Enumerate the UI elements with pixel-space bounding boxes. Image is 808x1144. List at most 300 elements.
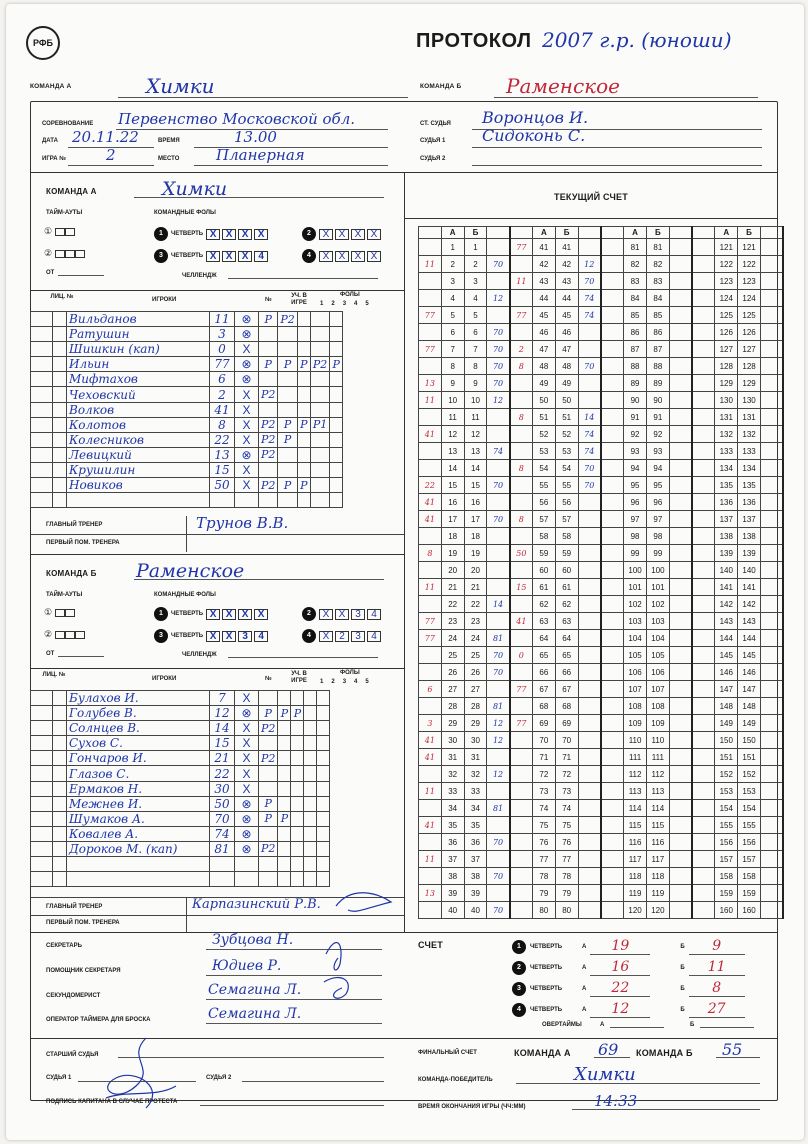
score-player-cell: 11 [510, 273, 533, 290]
score-point-cell: 100 [624, 562, 647, 579]
roster-row [31, 811, 330, 826]
score-player-cell: 8 [510, 409, 533, 426]
score-point-cell: 160 [715, 902, 738, 919]
score-player-cell: 12 [487, 392, 510, 409]
score-point-cell: 57 [555, 511, 578, 528]
score-player-cell: 81 [487, 800, 510, 817]
score-point-cell: 50 [532, 392, 555, 409]
roster-name-cell: Дороков М. (кап) [67, 841, 210, 856]
roster-foul-cell [278, 342, 297, 357]
roster-foul-cell [278, 387, 297, 402]
foul-box: X [206, 229, 220, 240]
score-player-cell [692, 426, 715, 443]
b-label: Б [680, 1006, 685, 1013]
foul-num: 1 [320, 301, 324, 307]
end-time-value: 14:33 [594, 1092, 638, 1110]
score-player-cell [578, 766, 601, 783]
team-b-roster-top [30, 668, 404, 669]
team-a-players-header: ИГРОКИ [152, 297, 177, 303]
roster-license-cell [31, 841, 53, 856]
roster-foul-cell: P2 [259, 417, 278, 432]
q4-badge: 4 [302, 249, 316, 263]
score-point-cell: 99 [646, 545, 669, 562]
score-player-cell [669, 392, 692, 409]
a-label: А [582, 1006, 587, 1013]
score-player-cell [601, 273, 624, 290]
score-player-cell [487, 273, 510, 290]
score-col-header [669, 227, 692, 239]
roster-foul-cell [278, 736, 291, 751]
running-score-row [419, 273, 784, 290]
roster-start-cell [53, 691, 67, 706]
score-point-cell: 94 [646, 460, 669, 477]
score-player-cell: 77 [510, 715, 533, 732]
foul-box: X [222, 229, 236, 240]
score-player-cell: 70 [487, 902, 510, 919]
score-point-cell: 22 [441, 596, 464, 613]
score-player-cell [578, 783, 601, 800]
score-point-cell: 101 [646, 579, 669, 596]
roster-foul-cell: P2 [259, 751, 278, 766]
roster-name-cell: Чеховский [67, 387, 210, 402]
roster-name-cell: Крушилин [67, 462, 210, 477]
roster-row [31, 478, 343, 493]
score-point-cell: 117 [624, 851, 647, 868]
team-a-challenge-line [228, 277, 378, 279]
roster-license-cell [31, 402, 53, 417]
score-col-header [487, 227, 510, 239]
quarter-badge: 2 [512, 961, 526, 975]
score-point-cell: 120 [646, 902, 669, 919]
roster-name-cell [67, 872, 210, 887]
score-point-cell: 2 [441, 256, 464, 273]
score-point-cell: 82 [624, 256, 647, 273]
score-player-cell [692, 256, 715, 273]
roster-license-cell [31, 811, 53, 826]
team-a-coach-divider [30, 534, 404, 535]
quarter-a-score: 16 [590, 959, 650, 976]
roster-start-cell [53, 402, 67, 417]
score-point-cell: 134 [738, 460, 761, 477]
score-point-cell: 72 [555, 766, 578, 783]
score-point-cell: 46 [555, 324, 578, 341]
score-player-cell [760, 460, 783, 477]
score-point-cell: 34 [464, 800, 487, 817]
score-point-cell: 91 [624, 409, 647, 426]
roster-foul-cell [330, 327, 343, 342]
score-point-cell: 137 [715, 511, 738, 528]
team-a-to-row-2: ② [44, 248, 85, 259]
score-player-cell [692, 902, 715, 919]
score-point-cell: 25 [441, 647, 464, 664]
score-point-cell: 117 [646, 851, 669, 868]
score-point-cell: 32 [464, 766, 487, 783]
roster-name-cell: Ермаков Н. [67, 781, 210, 796]
score-player-cell [601, 307, 624, 324]
score-point-cell: 10 [441, 392, 464, 409]
roster-ingame-cell: X [235, 402, 259, 417]
score-point-cell: 61 [532, 579, 555, 596]
score-point-cell: 75 [555, 817, 578, 834]
roster-start-cell [53, 387, 67, 402]
roster-row [31, 432, 343, 447]
team-b-label: КОМАНДА Б [46, 569, 97, 578]
score-player-cell [419, 647, 442, 664]
roster-number-cell: 8 [210, 417, 235, 432]
score-point-cell: 37 [464, 851, 487, 868]
roster-foul-cell [278, 751, 291, 766]
score-point-cell: 30 [464, 732, 487, 749]
running-score-row [419, 443, 784, 460]
roster-start-cell [53, 327, 67, 342]
score-point-cell: 116 [646, 834, 669, 851]
score-player-cell [669, 562, 692, 579]
score-player-cell [510, 443, 533, 460]
scoresheet-page [6, 4, 804, 1140]
score-player-cell [487, 239, 510, 256]
score-point-cell: 140 [715, 562, 738, 579]
score-point-cell: 87 [646, 341, 669, 358]
score-point-cell: 15 [464, 477, 487, 494]
team-b-to-row-1: ① [44, 607, 75, 618]
score-player-cell [601, 409, 624, 426]
roster-foul-cell [304, 796, 317, 811]
score-point-cell: 133 [738, 443, 761, 460]
score-player-cell [760, 681, 783, 698]
score-player-cell [487, 426, 510, 443]
score-point-cell: 138 [715, 528, 738, 545]
score-player-cell [578, 664, 601, 681]
score-point-cell: 160 [738, 902, 761, 919]
score-player-cell [510, 494, 533, 511]
score-point-cell: 110 [624, 732, 647, 749]
score-player-cell [578, 817, 601, 834]
score-point-cell: 52 [555, 426, 578, 443]
score-point-cell: 93 [624, 443, 647, 460]
roster-license-cell [31, 781, 53, 796]
team-b-q1-fouls [154, 607, 267, 621]
roster-foul-cell [278, 796, 291, 811]
roster-ingame-cell: ⊗ [235, 327, 259, 342]
final-team-b-label: КОМАНДА Б [636, 1048, 693, 1058]
running-score-row [419, 426, 784, 443]
score-player-cell: 70 [487, 358, 510, 375]
score-point-cell: 95 [624, 477, 647, 494]
score-point-cell: 120 [624, 902, 647, 919]
roster-foul-cell [259, 872, 278, 887]
score-player-cell [419, 443, 442, 460]
score-point-cell: 151 [715, 749, 738, 766]
foul-num: 2 [331, 679, 335, 685]
roster-foul-cell [291, 857, 304, 872]
score-player-cell [510, 766, 533, 783]
roster-row [31, 751, 330, 766]
score-point-cell: 126 [738, 324, 761, 341]
score-point-cell: 129 [715, 375, 738, 392]
score-point-cell: 116 [624, 834, 647, 851]
score-player-cell [760, 341, 783, 358]
score-point-cell: 41 [532, 239, 555, 256]
score-point-cell: 91 [646, 409, 669, 426]
score-point-cell: 11 [441, 409, 464, 426]
roster-foul-cell [297, 447, 310, 462]
score-point-cell: 24 [464, 630, 487, 647]
roster-foul-cell [278, 327, 297, 342]
score-player-cell [510, 562, 533, 579]
score-player-cell: 70 [578, 460, 601, 477]
roster-number-cell: 15 [210, 462, 235, 477]
team-b-assistant-label: ПЕРВЫЙ ПОМ. ТРЕНЕРА [46, 920, 120, 926]
score-player-cell [760, 375, 783, 392]
running-score-row [419, 681, 784, 698]
score-point-cell: 67 [555, 681, 578, 698]
score-player-cell: 70 [578, 273, 601, 290]
score-point-cell: 53 [532, 443, 555, 460]
roster-start-cell [53, 796, 67, 811]
score-point-cell: 76 [532, 834, 555, 851]
score-player-cell [578, 613, 601, 630]
score-point-cell: 7 [441, 341, 464, 358]
score-point-cell: 12 [464, 426, 487, 443]
score-point-cell: 38 [464, 868, 487, 885]
foul-box: X [238, 229, 252, 240]
score-player-cell [601, 511, 624, 528]
roster-foul-cell: P [278, 432, 297, 447]
score-player-cell: 6 [419, 681, 442, 698]
score-player-cell [760, 426, 783, 443]
quarter-label: ЧЕТВЕРТЬ [530, 1006, 563, 1013]
score-point-cell: 150 [715, 732, 738, 749]
score-player-cell: 70 [487, 511, 510, 528]
score-player-cell [419, 800, 442, 817]
a-label: А [582, 964, 587, 971]
roster-name-cell: Колесников [67, 432, 210, 447]
score-point-cell: 44 [555, 290, 578, 307]
score-player-cell [669, 239, 692, 256]
roster-foul-cell [304, 826, 317, 841]
roster-row [31, 796, 330, 811]
score-point-cell: 44 [532, 290, 555, 307]
quarter-a-score: 22 [590, 980, 650, 997]
score-player-cell [487, 460, 510, 477]
score-player-cell [510, 664, 533, 681]
roster-name-cell: Волков [67, 402, 210, 417]
running-score-row [419, 256, 784, 273]
roster-number-cell: 30 [210, 781, 235, 796]
roster-foul-cell [310, 327, 329, 342]
score-point-cell: 30 [441, 732, 464, 749]
running-score-row [419, 817, 784, 834]
assistant-scorer-value: Юдиев Р. [212, 958, 282, 974]
score-player-cell [510, 528, 533, 545]
score-point-cell: 21 [441, 579, 464, 596]
score-point-cell: 150 [738, 732, 761, 749]
score-player-cell [669, 664, 692, 681]
roster-foul-cell [259, 826, 278, 841]
roster-start-cell [53, 493, 67, 508]
score-player-cell [669, 494, 692, 511]
roster-start-cell [53, 751, 67, 766]
roster-row [31, 736, 330, 751]
roster-foul-cell [278, 841, 291, 856]
team-b-header-value: Раменское [506, 74, 620, 98]
roster-foul-cell [259, 462, 278, 477]
roster-ingame-cell: ⊗ [235, 796, 259, 811]
score-point-cell: 148 [715, 698, 738, 715]
roster-foul-cell [317, 781, 330, 796]
foul-num: 3 [342, 301, 347, 307]
scorer-label: СЕКРЕТАРЬ [46, 943, 82, 949]
score-point-cell: 14 [441, 460, 464, 477]
score-player-cell [601, 834, 624, 851]
roster-row [31, 387, 343, 402]
roster-foul-cell [291, 736, 304, 751]
score-point-cell: 97 [646, 511, 669, 528]
score-col-header: А [532, 227, 555, 239]
score-player-cell: 41 [419, 749, 442, 766]
score-player-cell [669, 851, 692, 868]
score-point-cell: 89 [624, 375, 647, 392]
score-player-cell: 74 [578, 307, 601, 324]
roster-number-cell: 0 [210, 342, 235, 357]
score-player-cell [601, 392, 624, 409]
score-player-cell [669, 511, 692, 528]
roster-number-cell: 11 [210, 312, 235, 327]
foul-box: 3 [351, 631, 365, 642]
score-point-cell: 47 [555, 341, 578, 358]
score-player-cell [419, 528, 442, 545]
score-point-cell: 27 [441, 681, 464, 698]
quarter-label: ЧЕТВЕРТЬ [171, 253, 204, 259]
roster-foul-cell: P1 [310, 417, 329, 432]
score-point-cell: 33 [464, 783, 487, 800]
score-point-cell: 115 [646, 817, 669, 834]
roster-foul-cell [317, 857, 330, 872]
score-player-cell [760, 511, 783, 528]
team-b-challenge-label: ЧЕЛЛЕНДЖ [182, 652, 217, 658]
roster-license-cell [31, 357, 53, 372]
q3-badge: 3 [154, 629, 168, 643]
team-a-q3-fouls [154, 249, 267, 263]
roster-foul-cell [304, 857, 317, 872]
quarter-badge: 1 [512, 940, 526, 954]
score-player-cell [760, 868, 783, 885]
score-point-cell: 40 [441, 902, 464, 919]
score-point-cell: 119 [624, 885, 647, 902]
running-score-row [419, 613, 784, 630]
score-point-cell: 32 [441, 766, 464, 783]
running-score-table [418, 226, 784, 919]
score-point-cell: 23 [464, 613, 487, 630]
score-point-cell: 157 [715, 851, 738, 868]
roster-foul-cell [304, 736, 317, 751]
score-point-cell: 83 [624, 273, 647, 290]
score-point-cell: 49 [555, 375, 578, 392]
score-point-cell: 79 [555, 885, 578, 902]
score-point-cell: 107 [624, 681, 647, 698]
roster-foul-cell [304, 751, 317, 766]
score-point-cell: 121 [738, 239, 761, 256]
roster-start-cell [53, 811, 67, 826]
roster-foul-cell [330, 493, 343, 508]
score-point-cell: 52 [532, 426, 555, 443]
team-a-q2-fouls [302, 227, 380, 241]
score-point-cell: 12 [441, 426, 464, 443]
roster-foul-cell [317, 721, 330, 736]
score-player-cell [692, 579, 715, 596]
score-player-cell [578, 885, 601, 902]
score-player-cell [760, 783, 783, 800]
score-player-cell [601, 800, 624, 817]
roster-foul-cell [297, 432, 310, 447]
roster-license-cell [31, 493, 53, 508]
score-point-cell: 143 [738, 613, 761, 630]
score-point-cell: 59 [532, 545, 555, 562]
roster-ingame-cell: X [235, 691, 259, 706]
roster-foul-cell: P [278, 478, 297, 493]
roster-foul-cell: P2 [259, 478, 278, 493]
team-a-fouls-header: ФОЛЫ [340, 292, 360, 298]
score-point-cell: 51 [532, 409, 555, 426]
quarter-score-row [512, 957, 745, 978]
score-point-cell: 13 [441, 443, 464, 460]
score-player-cell: 41 [419, 817, 442, 834]
team-a-ingame-header: УЧ. В ИГРЕ [291, 293, 307, 306]
score-player-cell [578, 375, 601, 392]
score-point-cell: 128 [715, 358, 738, 375]
score-player-cell: 12 [487, 766, 510, 783]
score-player-cell [760, 647, 783, 664]
score-player-cell [692, 239, 715, 256]
score-player-cell [601, 766, 624, 783]
roster-row [31, 493, 343, 508]
score-player-cell [419, 273, 442, 290]
roster-name-cell: Булахов И. [67, 691, 210, 706]
roster-foul-cell: P2 [278, 312, 297, 327]
roster-foul-cell [278, 372, 297, 387]
score-player-cell [578, 579, 601, 596]
score-point-cell: 17 [464, 511, 487, 528]
ref1-value: Сидоконь С. [482, 126, 586, 145]
score-point-cell: 138 [738, 528, 761, 545]
roster-foul-cell: P2 [310, 357, 329, 372]
score-player-cell [578, 851, 601, 868]
foul-num: 4 [354, 679, 358, 685]
score-point-cell: 119 [646, 885, 669, 902]
score-point-cell: 5 [464, 307, 487, 324]
score-point-cell: 144 [738, 630, 761, 647]
roster-foul-cell [317, 691, 330, 706]
score-player-cell [692, 664, 715, 681]
score-player-cell [578, 647, 601, 664]
score-point-cell: 55 [532, 477, 555, 494]
roster-foul-cell: P [278, 706, 291, 721]
score-player-cell [510, 375, 533, 392]
roster-foul-cell [291, 721, 304, 736]
roster-foul-cell: P [259, 357, 278, 372]
place-label: МЕСТО [158, 156, 180, 162]
score-point-cell: 58 [532, 528, 555, 545]
score-point-cell: 122 [738, 256, 761, 273]
score-point-cell: 65 [532, 647, 555, 664]
team-b-roster-table [30, 690, 330, 887]
score-player-cell: 74 [578, 290, 601, 307]
score-player-cell: 13 [419, 375, 442, 392]
team-b-header-label: КОМАНДА Б [420, 83, 462, 90]
score-col-header [510, 227, 533, 239]
score-player-cell [692, 783, 715, 800]
roster-license-cell [31, 462, 53, 477]
